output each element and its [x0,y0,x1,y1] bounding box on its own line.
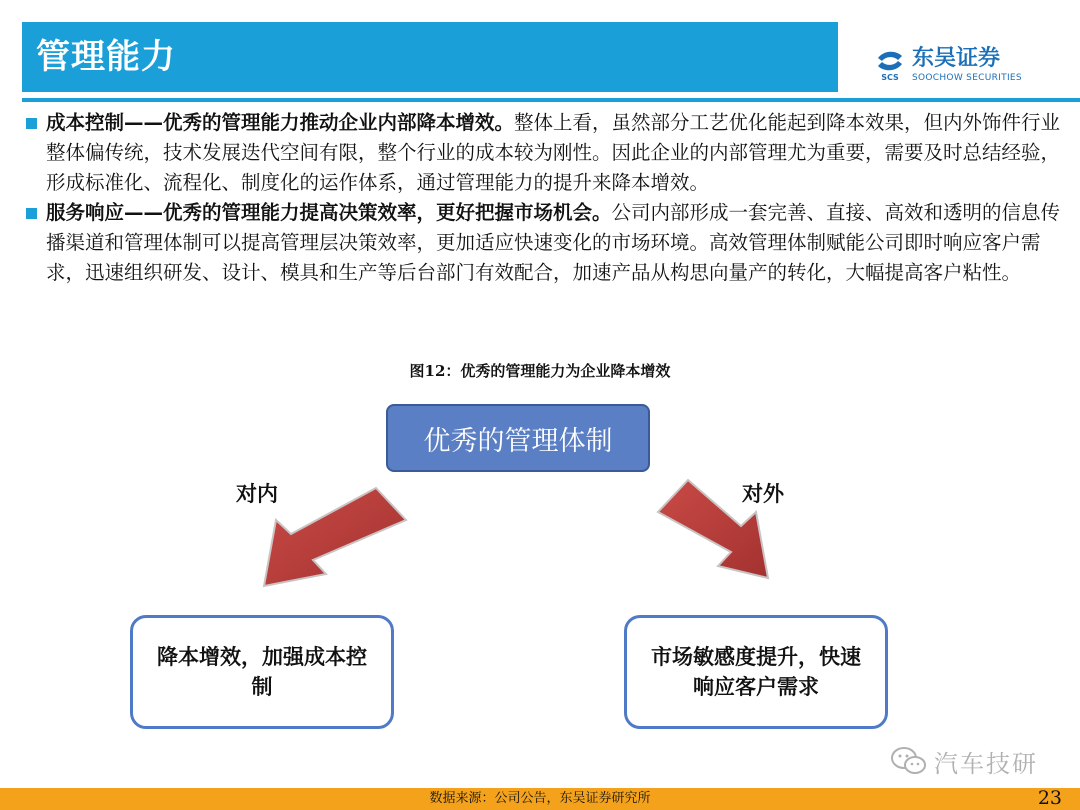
logo-name-en: SOOCHOW SECURITIES [912,73,1022,83]
page-number: 23 [1037,787,1062,809]
internal-label: 对内 [236,482,278,506]
arrow-left-icon [264,488,406,586]
logo-name-cn: 东吴证券 [912,46,1001,71]
bullet-body: 整体上看，虽然部分工艺优化能起到降本效果，但内外饰件行业整体偏传统，技术发展迭代空间有限，整个行业的成本较为刚性。因此企业的内部管理尤为重要，需要及时总结经验，形成标准化、流程化、制度化的运作体系，通过管理能力的提升来降本增效。 [46,111,1061,194]
page-title: 管理能力 [36,37,176,77]
svg-text:SCS: SCS [881,73,899,82]
cost-reduction-box: 降本增效，加强成本控制 [130,615,394,729]
watermark-text: 汽车技研 [934,749,1038,778]
management-system-box: 优秀的管理体制 [386,404,650,472]
footer-bar [0,788,1080,810]
wechat-icon [890,745,928,777]
bullet-heading: 服务响应——优秀的管理能力提高决策效率，更好把握市场机会。 [46,201,612,224]
market-response-box: 市场敏感度提升，快速响应客户需求 [624,615,888,729]
watermark [890,744,1038,778]
bullet-heading: 成本控制——优秀的管理能力推动企业内部降本增效。 [46,111,515,134]
data-source: 数据来源：公司公告，东吴证券研究所 [429,791,651,806]
bullet-body: 公司内部形成一套完善、直接、高效和透明的信息传播渠道和管理体制可以提高管理层决策效率，更加适应快速变化的市场环境。高效管理体制赋能公司即时响应客户需求，迅速组织研发、设计、模具和生产等后台部门有效配合，加速产品从构思向量产的转化，大幅提高客户粘性。 [46,201,1061,284]
external-label: 对外 [742,482,784,506]
figure-caption: 图12：优秀的管理能力为企业降本增效 [409,362,671,380]
